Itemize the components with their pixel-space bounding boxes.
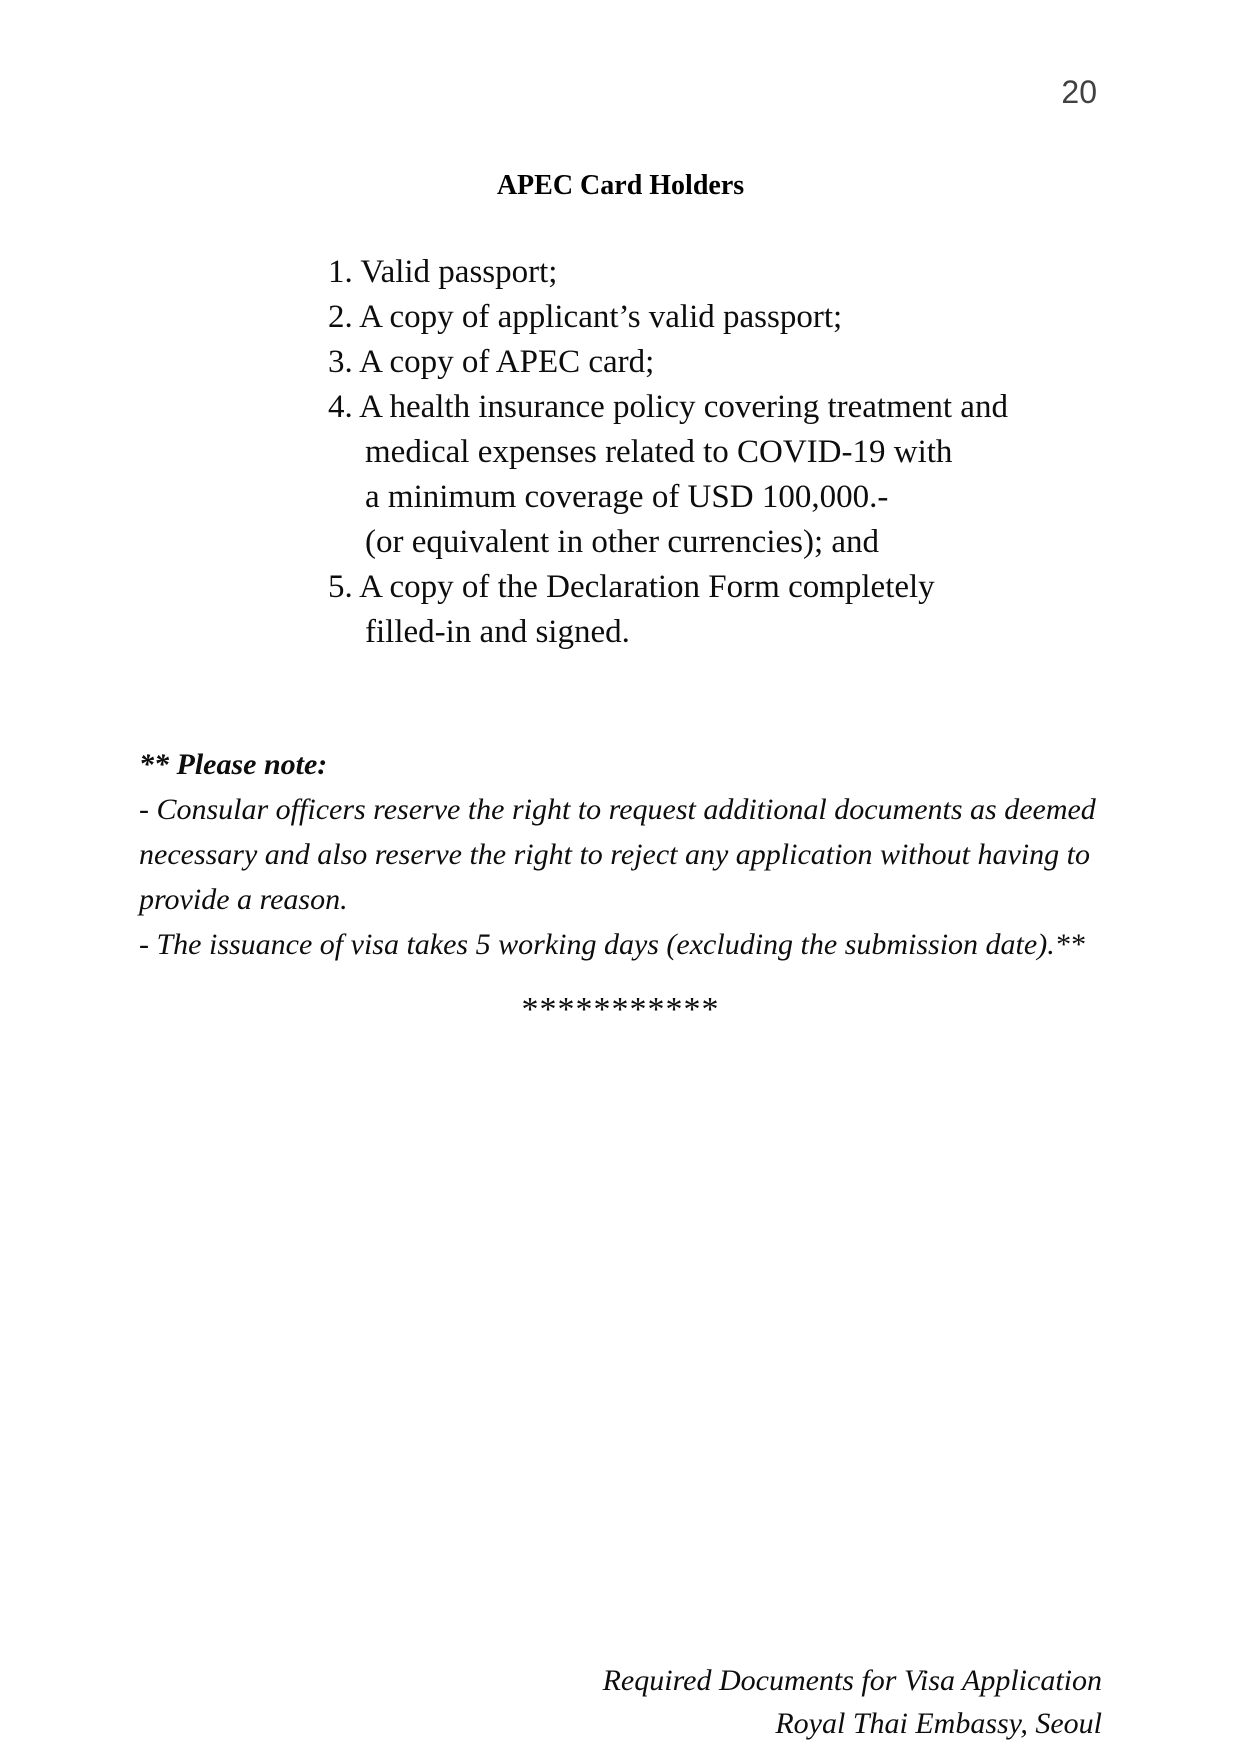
- page-footer: [603, 1659, 1102, 1745]
- page-title: APEC Card Holders: [496, 170, 745, 201]
- list-item-wrap-line: (or equivalent in other currencies); and: [365, 524, 880, 560]
- footer-document-title: Required Documents for Visa Application: [602, 1664, 1102, 1697]
- list-item: 3. A copy of APEC card;: [328, 344, 655, 380]
- note-heading: ** Please note:: [139, 748, 328, 781]
- footer-issuer: Royal Thai Embassy, Seoul: [775, 1707, 1102, 1740]
- requirements-list: [328, 250, 1088, 655]
- list-item: 5. A copy of the Declaration Form completely: [328, 569, 935, 605]
- please-note-section: [139, 742, 1139, 967]
- note-line: - Consular officers reserve the right to request additional documents as deemed: [139, 793, 1096, 826]
- list-item-wrap-line: medical expenses related to COVID-19 with: [365, 434, 953, 470]
- list-item: 2. A copy of applicant’s valid passport;: [328, 299, 843, 335]
- note-line: necessary and also reserve the right to reject any application without having to: [139, 838, 1090, 871]
- note-line: provide a reason.: [139, 883, 348, 916]
- list-item: 1. Valid passport;: [328, 254, 558, 290]
- list-item: 4. A health insurance policy covering treatment and: [328, 389, 1008, 425]
- note-line: - The issuance of visa takes 5 working days (excluding the submission date).**: [139, 928, 1085, 961]
- list-item-wrap-line: a minimum coverage of USD 100,000.-: [365, 479, 889, 515]
- page-number: 20: [1061, 74, 1097, 110]
- list-item-wrap-line: filled-in and signed.: [365, 614, 630, 650]
- asterisk-separator: ***********: [521, 991, 720, 1028]
